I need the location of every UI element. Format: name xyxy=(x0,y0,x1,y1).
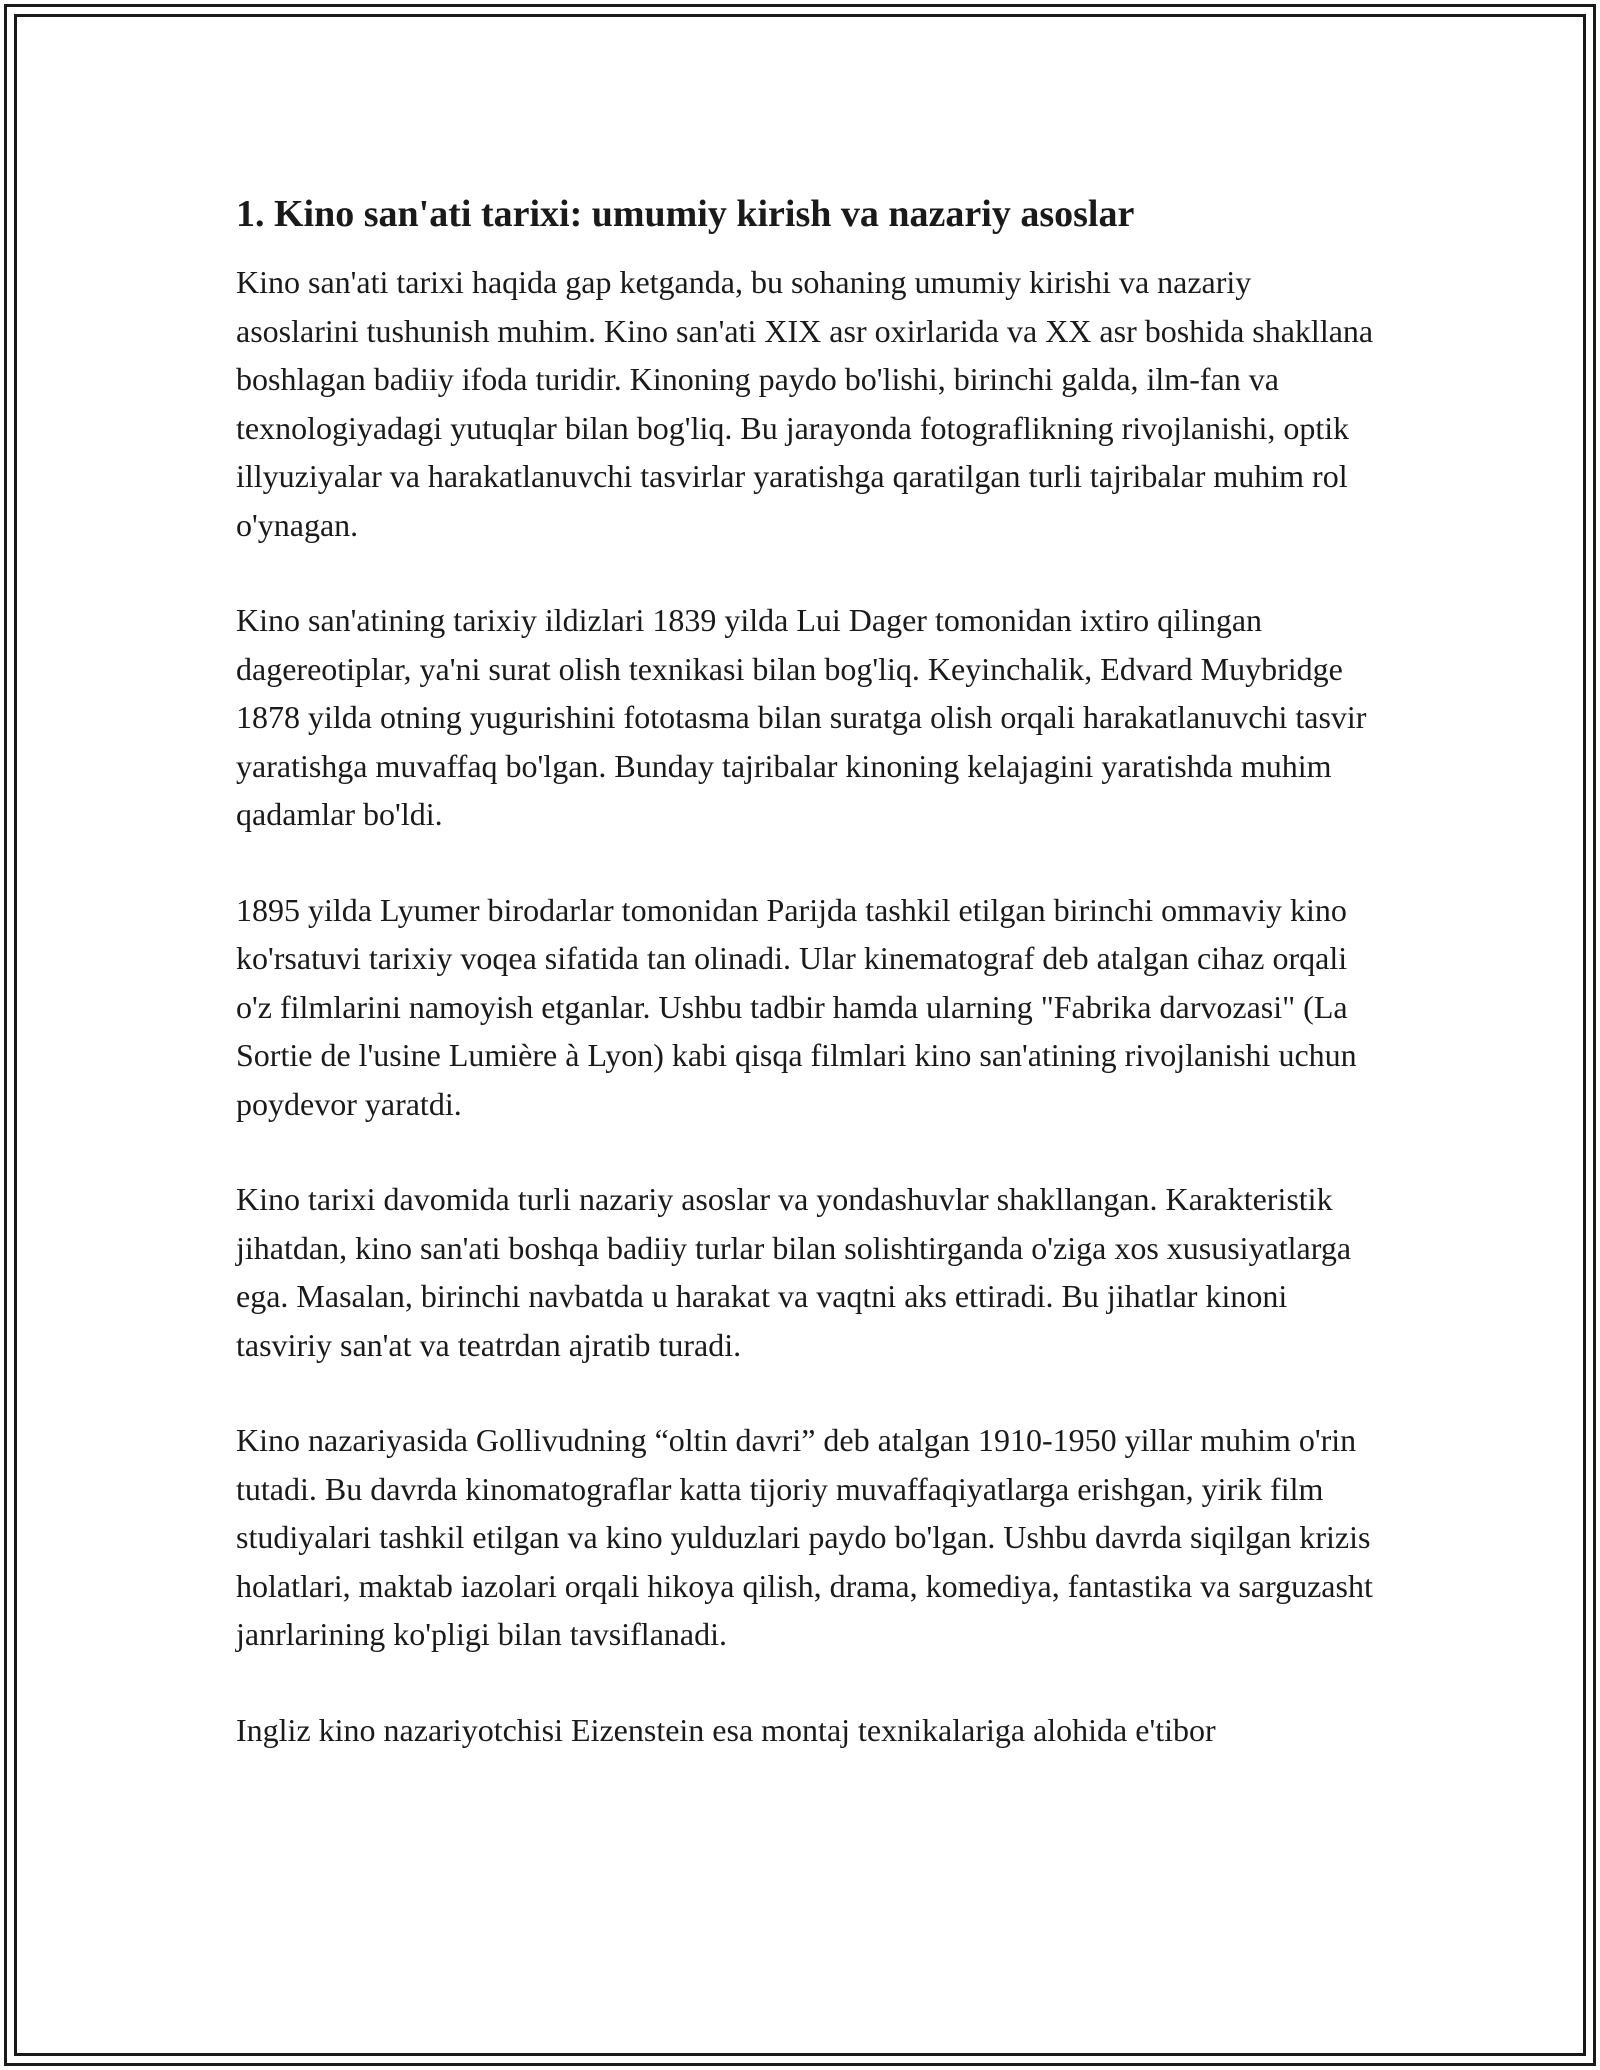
paragraph-6: Ingliz kino nazariyotchisi Eizenstein esa montaj texnikalariga alohida e'tibor xyxy=(236,1711,1216,1748)
page-title: 1. Kino san'ati tarixi: umumiy kirish va nazariy asoslar xyxy=(236,193,1135,235)
paragraph-4: Kino tarixi davomida turli nazariy asoslar va yondashuvlar shakllangan. Karakteristik jihatdan, kino san'ati boshqa badiiy turlar bilan solishtirganda o'ziga xos xususiyatlarga ega. Masalan, birinchi navbatda u harakat va vaqtni aks ettiradi. Bu jihatlar kinoni tasviriy san'at va teatrdan ajratib turadi. xyxy=(236,1181,1352,1363)
paragraph-5: Kino nazariyasida Gollivudning “oltin davri” deb atalgan 1910-1950 yillar muhim o'rin tutadi. Bu davrda kinomatograflar katta tijoriy muvaffaqiyatlarga erishgan, yirik film studiyalari tashkil etilgan va kino yulduzlari paydo bo'lgan. Ushbu davrda siqilgan krizis holatlari, maktab iazolari orqali hikoya qilish, drama, komediya, fantastika va sarguzasht janrlarining ko'pligi bilan tavsiflanadi. xyxy=(236,1422,1373,1652)
paragraph-2: Kino san'atining tarixiy ildizlari 1839 yilda Lui Dager tomonidan ixtiro qilingan dagereotiplar, ya'ni surat olish texnikasi bilan bog'liq. Keyinchalik, Edvard Muybridge 1878 yilda otning yugurishini fototasma bilan suratga olish orqali harakatlanuvchi tasvir yaratishga muvaffaq bo'lgan. Bunday tajribalar kinoning kelajagini yaratishda muhim qadamlar bo'ldi. xyxy=(236,602,1367,832)
paragraph-1: Kino san'ati tarixi haqida gap ketganda, bu sohaning umumiy kirishi va nazariy asoslarini tushunish muhim. Kino san'ati XIX asr oxirlarida va XX asr boshida shakllana boshlagan badiiy ifoda turidir. Kinoning paydo bo'lishi, birinchi galda, ilm-fan va texnologiyadagi yutuqlar bilan bog'liq. Bu jarayonda fotograflikning rivojlanishi, optik illyuziyalar va harakatlanuvchi tasvirlar yaratishga qaratilgan turli tajribalar muhim rol o'ynagan. xyxy=(236,264,1374,543)
paragraph-3: 1895 yilda Lyumer birodarlar tomonidan Parijda tashkil etilgan birinchi ommaviy kino ko'rsatuvi tarixiy voqea sifatida tan olinadi. Ular kinematograf deb atalgan cihaz orqali o'z filmlarini namoyish etganlar. Ushbu tadbir hamda ularning "Fabrika darvozasi" (La Sortie de l'usine Lumière à Lyon) kabi qisqa filmlari kino san'atining rivojlanishi uchun poydevor yaratdi. xyxy=(236,891,1357,1122)
document-body xyxy=(236,190,1376,1801)
